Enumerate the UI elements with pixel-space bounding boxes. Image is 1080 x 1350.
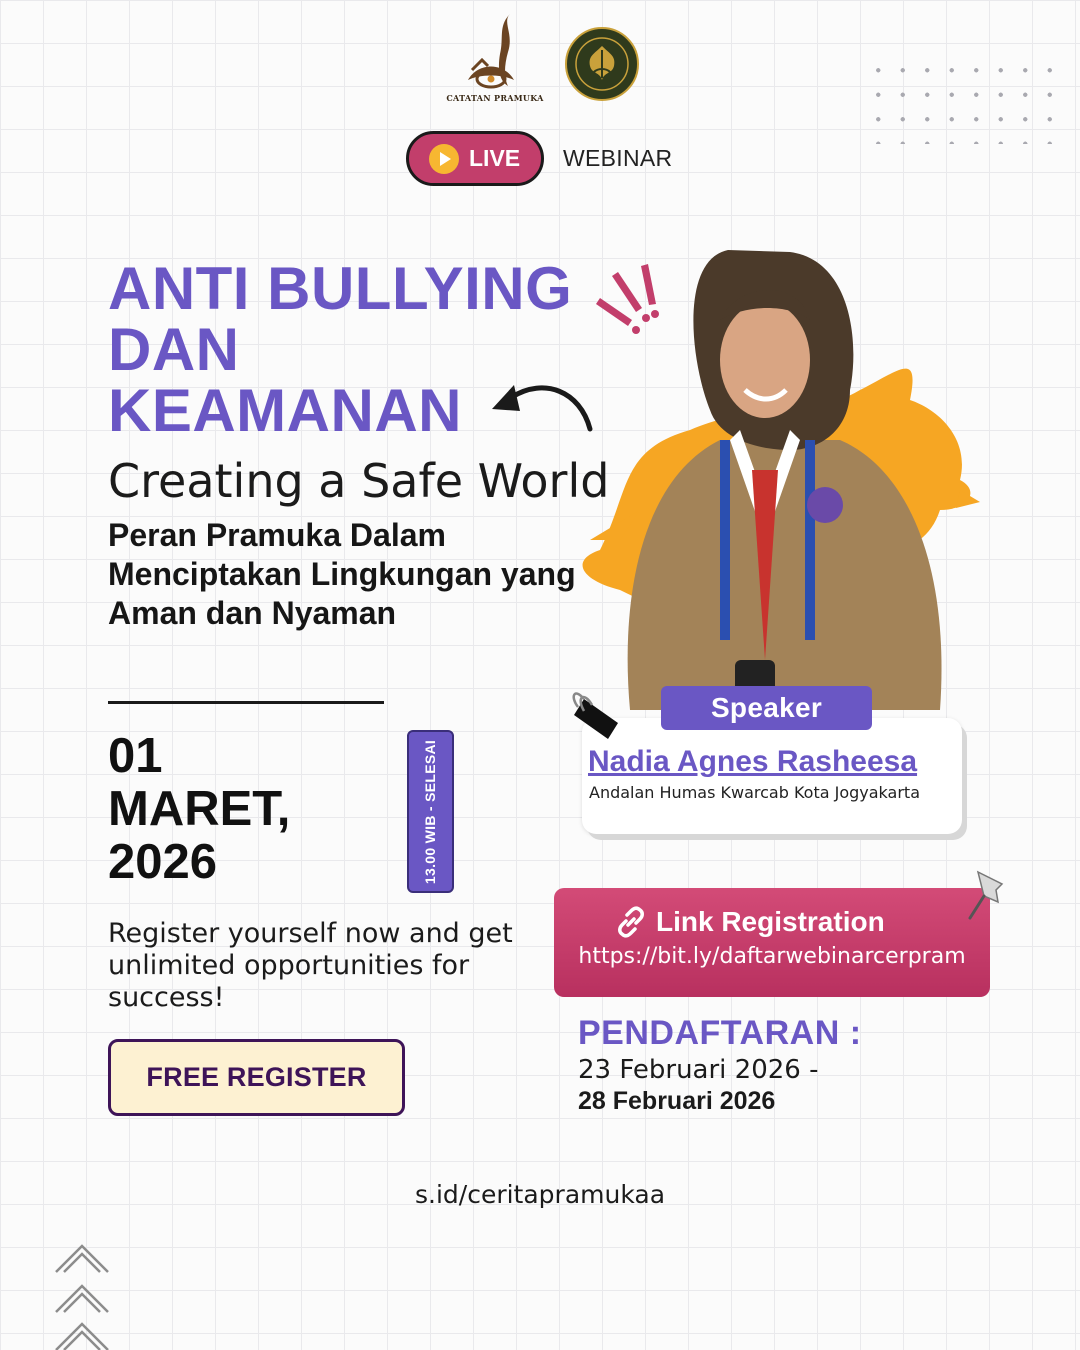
cerita-pramuka-logo (564, 26, 640, 102)
registration-link-label: Link Registration (656, 906, 885, 937)
catatan-pramuka-logo-text: CATATAN PRAMUKA (446, 93, 544, 103)
title-line-1: ANTI BULLYING (108, 255, 573, 322)
date-year: 2026 (108, 835, 218, 889)
cta-text: Register yourself now and get unlimited opportunities for success! (108, 918, 513, 1013)
title-line-2: DAN (108, 316, 240, 383)
divider (108, 701, 384, 704)
speaker-role: Andalan Humas Kwarcab Kota Jogyakarta (589, 783, 920, 802)
date-month: MARET, (108, 782, 291, 836)
event-date (108, 730, 290, 889)
live-badge (406, 131, 544, 186)
push-pin-icon (960, 866, 1012, 924)
registration-period-end: 28 Februari 2026 (578, 1087, 776, 1115)
binder-clip-icon (568, 683, 622, 743)
title-line-3: KEAMANAN (108, 377, 462, 444)
catatan-pramuka-logo (448, 8, 544, 104)
chevron-up-icon (52, 1240, 112, 1350)
registration-link-title (614, 905, 885, 939)
webinar-label: WEBINAR (563, 145, 673, 171)
registration-period-start: 23 Februari 2026 - (578, 1055, 819, 1085)
registration-url[interactable]: https://bit.ly/daftarwebinarcerpram (578, 944, 966, 969)
event-time-badge (407, 730, 454, 893)
footer-link[interactable]: s.id/ceritapramukaa (414, 1180, 666, 1209)
free-register-button[interactable]: FREE REGISTER (108, 1039, 405, 1116)
date-day: 01 (108, 729, 163, 783)
lead-text: Peran Pramuka Dalam Menciptakan Lingkungan yang Aman dan Nyaman (108, 517, 576, 631)
link-icon (614, 905, 648, 939)
speaker-name[interactable]: Nadia Agnes Rasheesa (588, 745, 918, 778)
play-icon (429, 144, 459, 174)
speaker-photo (560, 240, 990, 710)
dot-pattern (866, 58, 1056, 144)
speaker-tag: Speaker (661, 686, 872, 730)
live-label: LIVE (469, 145, 521, 171)
event-time: 13.00 WIB - SELESAI (422, 739, 439, 884)
registration-period-label: PENDAFTARAN : (578, 1014, 862, 1052)
subtitle: Creating a Safe World (108, 454, 610, 508)
